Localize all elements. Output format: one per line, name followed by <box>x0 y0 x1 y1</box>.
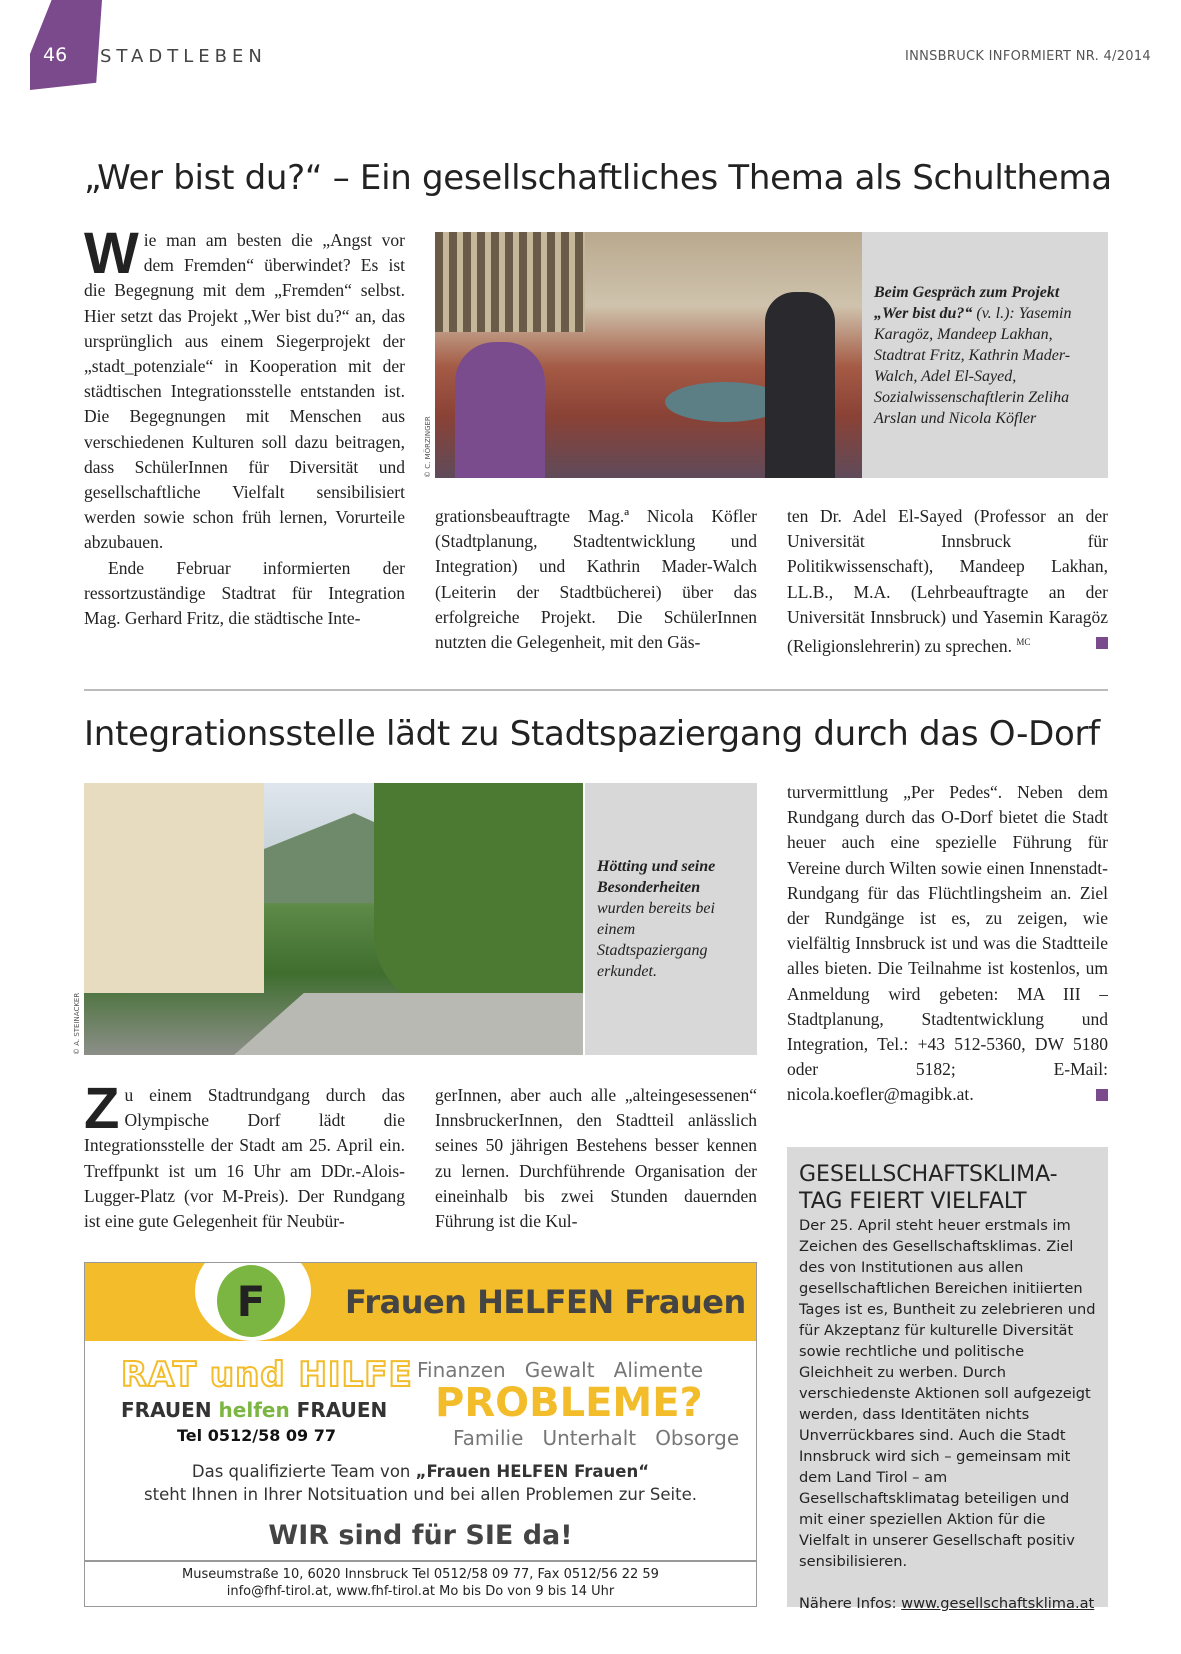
sidebar-title: GESELLSCHAFTSKLIMA-TAG FEIERT VIELFALT <box>799 1162 1058 1214</box>
ad-slogan: WIR sind für SIE da! <box>268 1520 573 1551</box>
paragraph: Ende Februar informierten der ressortzuständige Stadtrat für Integration Mag. Gerhard Fritz, die städtische Inte- <box>84 557 405 629</box>
caption-bold: Beim Gespräch zum Projekt „Wer bist du?“ <box>874 283 1060 322</box>
article1-col3 <box>787 504 1108 659</box>
section-label: STADTLEBEN <box>100 46 267 67</box>
photo-credit: © A. STEINACKER <box>73 992 81 1055</box>
issue-label: INNSBRUCK INFORMIERT NR. 4/2014 <box>904 49 1151 64</box>
article1-col1 <box>84 221 405 631</box>
photo-hoetting-walk <box>84 783 583 1055</box>
caption-bold: Hötting und seine Besonderheiten <box>597 858 716 896</box>
page-number: 46 <box>43 44 68 66</box>
text: helfen <box>218 1398 290 1422</box>
ad-title: Frauen HELFEN Frauen <box>345 1283 746 1321</box>
dropcap: W <box>84 221 139 286</box>
text: „Frauen HELFEN Frauen“ <box>415 1462 650 1481</box>
article1-col2 <box>435 504 757 655</box>
sidebar-box <box>787 1147 1108 1612</box>
ad-address: Museumstraße 10, 6020 Innsbruck Tel 0512/58 09 77, Fax 0512/56 22 59 <box>182 1567 659 1582</box>
dropcap: Z <box>84 1076 120 1141</box>
paragraph: u einem Stadtrundgang durch das Olympische Dorf lädt die Integrationsstelle der Stadt am 25. April ein. Treffpunkt ist um 16 Uhr am DDr.-Alois-Lugger-Platz (vor M-Preis). Der Rundgang ist eine gute Gelegenheit für Neubür- <box>84 1085 405 1232</box>
photo-caption <box>585 783 757 1055</box>
text: Das qualifizierte Team von <box>191 1462 416 1481</box>
article2-col1 <box>84 1076 405 1234</box>
ad-topics-top: Finanzen Gewalt Alimente <box>417 1358 704 1382</box>
fhf-logo: F <box>217 1265 285 1337</box>
ad-topics-bottom: Familie Unterhalt Obsorge <box>453 1426 740 1450</box>
paragraph: ie man am besten die „Angst vor dem Fremden“ überwindet? Es ist die Begegnung mit dem „Fremden“ selbst. Hier setzt das Projekt „Wer bist du?“ an, das ursprünglich aus einem Siegerprojekt der „stadt_potenziale“ in Kooperation mit der städtischen Integrationsstelle entstanden ist. Die Begegnungen mit Menschen aus verschiedenen Kulturen soll dazu beitragen, dass SchülerInnen für Diversität und gesellschaftliche Vielfalt sensibilisiert werden sowie schon früh lernen, Vorurteile abzubauen. <box>84 230 405 553</box>
paragraph: ten Dr. Adel El-Sayed (Professor an der Universität Innsbruck für Politikwissenschaft), Mandeep Lakhan, LL.B., M.A. (Lehrbeauftragte an der Universität Innsbruck) und Yasemin Karagöz (Religionslehrerin) zu sprechen. <box>787 506 1108 656</box>
text: Nähere Infos: <box>799 1595 902 1612</box>
article2-col2 <box>435 1083 757 1234</box>
ad-probleme: PROBLEME? <box>435 1380 703 1426</box>
email-link[interactable]: nicola.koefler@magibk.at <box>787 1084 970 1105</box>
advertisement-frauen-helfen-frauen <box>84 1262 757 1607</box>
paragraph: grationsbeauftragte Mag.ª Nicola Köfler (Stadtplanung, Stadtentwicklung und Integration) und Kathrin Mader-Walch (Leiterin der Stadtbücherei) über das erfolgreiche Projekt. Die SchülerInnen nutzten die Gelegenheit, mit den Gäs- <box>435 506 757 653</box>
ad-divider <box>85 1560 756 1562</box>
ad-line1 <box>85 1461 756 1482</box>
article2-title: Integrationsstelle lädt zu Stadtspaziergang durch das O-Dorf <box>84 714 1100 754</box>
photo-group-conversation <box>435 232 862 478</box>
photo-caption <box>862 232 1108 478</box>
divider <box>84 689 1108 691</box>
ad-contact: info@fhf-tirol.at, www.fhf-tirol.at Mo bis Do von 9 bis 14 Uhr <box>226 1584 615 1599</box>
text: FRAUEN <box>121 1398 219 1422</box>
article2-col3 <box>787 780 1108 1108</box>
caption-text: wurden bereits bei einem Stadtspaziergang erkundet. <box>597 900 715 980</box>
author-initials: MC <box>1016 637 1031 648</box>
photo-credit: © C. MÖRZINGER <box>424 416 432 478</box>
end-mark <box>1096 1089 1108 1101</box>
article1-title: „Wer bist du?“ – Ein gesellschaftliches Thema als Schulthema <box>84 158 1112 198</box>
sidebar-link[interactable]: www.gesellschaftsklima.at <box>901 1595 1095 1612</box>
ad-phone: Tel 0512/58 09 77 <box>177 1426 337 1445</box>
ad-subtitle <box>121 1397 387 1423</box>
ad-rat-und-hilfe: RAT und HILFE <box>121 1355 413 1395</box>
ad-line2: steht Ihnen in Ihrer Notsituation und bei allen Problemen zur Seite. <box>144 1485 697 1504</box>
text: FRAUEN <box>289 1398 388 1422</box>
period: . <box>969 1084 974 1105</box>
end-mark <box>1096 637 1108 649</box>
sidebar-more <box>799 1593 1096 1614</box>
caption-text: (v. l.): Yasemin Karagöz, Mandeep Lakhan, Stadtrat Fritz, Kathrin Mader-Walch, Adel El-Sayed, Sozialwissenschaftlerin Zeliha Arslan und Nicola Köfler <box>874 304 1072 427</box>
sidebar-body: Der 25. April steht heuer erstmals im Zeichen des Gesellschaftsklimas. Ziel des von Institutionen aus allen gesellschaftlichen Bereichen initiierten Tages ist es, Buntheit zu zelebrieren und für Akzeptanz für kulturelle Diversität sowie rechtliche und politische Gleichheit zu werben. Durch verschiedenste Aktionen soll aufgezeigt werden, dass Identitäten nichts Unverrückbares sind. Auch die Stadt Innsbruck wird sich – gemeinsam mit dem Land Tirol – am Gesellschaftsklimatag beteiligen und mit einer speziellen Aktion für die Vielfalt in unserer Gesellschaft positiv sensibilisieren. <box>799 1217 1096 1570</box>
paragraph: gerInnen, aber auch alle „alteingesessenen“ InnsbruckerInnen, den Stadtteil anlässlich seines 50 jährigen Bestehens besser kennen zu lernen. Durchführende Organisation der eineinhalb bis zwei Stunden dauernden Führung ist die Kul- <box>435 1085 757 1232</box>
paragraph: turvermittlung „Per Pedes“. Neben dem Rundgang durch das O-Dorf bietet die Stadt heuer auch eine spezielle Führung für Vereine durch Wilten sowie einen Innenstadt-Rundgang für das Flüchtlingsheim an. Ziel der Rundgänge ist es, zu zeigen, wie vielfältig Innsbruck ist und was die Stadtteile alles bieten. Die Teilnahme ist kostenlos, um Anmeldung wird gebeten: MA III – Stadtplanung, Stadtentwicklung und Integration, Tel.: +43 512-5360, DW 5180 oder 5182; E-Mail: <box>787 782 1108 1080</box>
